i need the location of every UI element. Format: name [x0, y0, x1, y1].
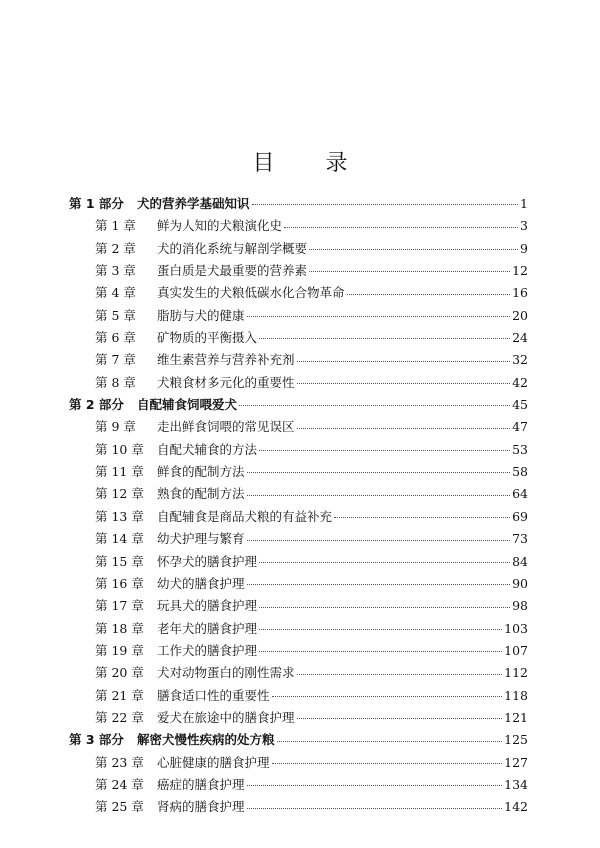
dot-leader	[247, 471, 511, 473]
toc-chapter-entry[interactable]	[69, 640, 528, 662]
toc-chapter-entry[interactable]	[69, 416, 528, 438]
entry-page-number: 64	[512, 486, 528, 502]
entry-page-number: 20	[512, 307, 528, 323]
entry-title: 蛋白质是犬最重要的营养素	[157, 263, 308, 279]
toc-chapter-entry[interactable]	[69, 662, 528, 684]
entry-number: 第 7 章	[95, 352, 136, 368]
dot-leader	[259, 606, 510, 608]
entry-title: 走出鲜食饲喂的常见误区	[157, 419, 295, 435]
entry-number: 第 21 章	[95, 687, 144, 703]
entry-page-number: 16	[512, 285, 528, 301]
entry-number: 第 11 章	[95, 464, 144, 480]
entry-number: 第 3 部分	[69, 732, 124, 748]
entry-page-number: 12	[512, 263, 528, 279]
entry-title: 维生素营养与营养补充剂	[157, 352, 295, 368]
dot-leader	[297, 427, 511, 429]
toc-chapter-entry[interactable]	[69, 215, 528, 237]
entry-page-number: 107	[504, 642, 528, 658]
entry-page-number: 42	[512, 374, 528, 390]
toc-chapter-entry[interactable]	[69, 439, 528, 461]
entry-title: 解密犬慢性疾病的处方粮	[137, 732, 275, 748]
entry-page-number: 125	[504, 732, 528, 748]
page-title: 目 录	[252, 151, 370, 176]
entry-page-number: 98	[512, 598, 528, 614]
entry-number: 第 10 章	[95, 441, 144, 457]
entry-number: 第 9 章	[95, 419, 136, 435]
dot-leader	[297, 717, 503, 719]
entry-title: 癌症的膳食护理	[157, 776, 245, 792]
entry-title: 肾病的膳食护理	[157, 799, 245, 815]
entry-title: 犬的营养学基础知识	[137, 196, 250, 211]
entry-page-number: 45	[512, 397, 528, 413]
toc-chapter-entry[interactable]	[69, 260, 528, 282]
entry-title: 老年犬的膳食护理	[157, 620, 258, 636]
entry-number: 第 17 章	[95, 598, 144, 614]
toc-chapter-entry[interactable]	[69, 461, 528, 483]
entry-title: 爱犬在旅途中的膳食护理	[157, 709, 295, 725]
entry-title: 心脏健康的膳食护理	[157, 754, 270, 770]
entry-page-number: 134	[504, 776, 528, 792]
entry-page-number: 121	[504, 709, 528, 725]
entry-title: 矿物质的平衡摄入	[157, 330, 258, 346]
entry-title: 犬对动物蛋白的刚性需求	[157, 665, 295, 681]
toc-chapter-entry[interactable]	[69, 506, 528, 528]
entry-title: 犬粮食材多元化的重要性	[157, 374, 295, 390]
toc-chapter-entry[interactable]	[69, 685, 528, 707]
entry-title: 工作犬的膳食护理	[157, 642, 258, 658]
entry-page-number: 73	[512, 531, 528, 547]
entry-number: 第 25 章	[95, 799, 144, 815]
dot-leader	[297, 382, 511, 384]
entry-title: 自配犬辅食的方法	[157, 441, 258, 457]
entry-number: 第 18 章	[95, 620, 144, 636]
entry-title: 玩具犬的膳食护理	[157, 598, 258, 614]
dot-leader	[247, 583, 511, 585]
dot-leader	[309, 270, 510, 272]
entry-number: 第 23 章	[95, 754, 144, 770]
toc-chapter-entry[interactable]	[69, 796, 528, 818]
entry-page-number: 84	[512, 553, 528, 569]
entry-number: 第 4 章	[95, 285, 136, 301]
entry-number: 第 16 章	[95, 575, 144, 591]
dot-leader	[239, 404, 510, 406]
dot-leader	[259, 650, 502, 652]
entry-number: 第 22 章	[95, 709, 144, 725]
entry-title: 真实发生的犬粮低碳水化合物革命	[157, 285, 345, 301]
entry-number: 第 24 章	[95, 776, 144, 792]
dot-leader	[247, 807, 503, 809]
dot-leader	[247, 539, 511, 541]
toc-chapter-entry[interactable]	[69, 774, 528, 796]
toc-chapter-entry[interactable]	[69, 238, 528, 260]
dot-leader	[252, 203, 519, 205]
dot-leader	[259, 337, 510, 339]
toc-chapter-entry[interactable]	[69, 327, 528, 349]
entry-number: 第 12 章	[95, 486, 144, 502]
entry-page-number: 3	[520, 218, 528, 234]
entry-number: 第 3 章	[95, 263, 136, 279]
dot-leader	[297, 673, 503, 675]
toc-chapter-entry[interactable]	[69, 573, 528, 595]
entry-title: 膳食适口性的重要性	[157, 687, 270, 703]
toc-part-entry[interactable]	[69, 394, 528, 416]
toc-part-entry[interactable]	[69, 729, 528, 751]
entry-title: 自配辅食是商品犬粮的有益补充	[157, 508, 333, 524]
toc-chapter-entry[interactable]	[69, 372, 528, 394]
entry-page-number: 127	[504, 754, 528, 770]
toc-chapter-entry[interactable]	[69, 551, 528, 573]
entry-number: 第 15 章	[95, 553, 144, 569]
entry-title: 脂肪与犬的健康	[157, 307, 245, 323]
dot-leader	[272, 695, 503, 697]
dot-leader	[347, 293, 511, 295]
toc-chapter-entry[interactable]	[69, 282, 528, 304]
dot-leader	[334, 516, 510, 518]
toc-chapter-entry[interactable]	[69, 595, 528, 617]
entry-title: 鲜为人知的犬粮演化史	[157, 218, 283, 234]
entry-title: 熟食的配制方法	[157, 486, 245, 502]
entry-number: 第 2 章	[95, 240, 136, 256]
dot-leader	[272, 762, 503, 764]
toc-chapter-entry[interactable]	[69, 618, 528, 640]
entry-page-number: 142	[504, 799, 528, 815]
dot-leader	[247, 494, 511, 496]
entry-page-number: 90	[512, 575, 528, 591]
entry-number: 第 6 章	[95, 330, 136, 346]
entry-number: 第 1 部分	[69, 196, 124, 211]
entry-page-number: 58	[512, 464, 528, 480]
entry-title: 鲜食的配制方法	[157, 464, 245, 480]
entry-title: 自配辅食饲喂爱犬	[137, 397, 238, 413]
table-of-contents	[69, 193, 528, 819]
entry-number: 第 14 章	[95, 531, 144, 547]
entry-page-number: 1	[520, 196, 528, 211]
dot-leader	[247, 315, 511, 317]
entry-page-number: 103	[504, 620, 528, 636]
toc-chapter-entry[interactable]	[69, 752, 528, 774]
entry-number: 第 8 章	[95, 374, 136, 390]
dot-leader	[259, 628, 502, 630]
dot-leader	[247, 784, 503, 786]
entry-page-number: 112	[504, 665, 528, 681]
entry-page-number: 9	[520, 240, 528, 256]
toc-chapter-entry[interactable]	[69, 305, 528, 327]
entry-number: 第 1 章	[95, 218, 136, 234]
entry-page-number: 24	[512, 330, 528, 346]
entry-number: 第 13 章	[95, 508, 144, 524]
entry-page-number: 69	[512, 508, 528, 524]
dot-leader	[277, 740, 503, 742]
toc-chapter-entry[interactable]	[69, 707, 528, 729]
entry-number: 第 2 部分	[69, 397, 124, 413]
toc-part-entry[interactable]	[69, 193, 528, 215]
entry-page-number: 53	[512, 441, 528, 457]
toc-chapter-entry[interactable]	[69, 483, 528, 505]
entry-number: 第 5 章	[95, 307, 136, 323]
entry-title: 怀孕犬的膳食护理	[157, 553, 258, 569]
toc-chapter-entry[interactable]	[69, 528, 528, 550]
entry-number: 第 20 章	[95, 665, 144, 681]
dot-leader	[259, 561, 510, 563]
entry-title: 幼犬的膳食护理	[157, 575, 245, 591]
toc-chapter-entry[interactable]	[69, 349, 528, 371]
entry-number: 第 19 章	[95, 642, 144, 658]
entry-title: 幼犬护理与繁育	[157, 531, 245, 547]
dot-leader	[259, 449, 510, 451]
dot-leader	[309, 248, 518, 250]
entry-page-number: 47	[512, 419, 528, 435]
entry-title: 犬的消化系统与解剖学概要	[157, 240, 308, 256]
dot-leader	[284, 226, 518, 228]
entry-page-number: 118	[504, 687, 528, 703]
dot-leader	[297, 360, 511, 362]
entry-page-number: 32	[512, 352, 528, 368]
